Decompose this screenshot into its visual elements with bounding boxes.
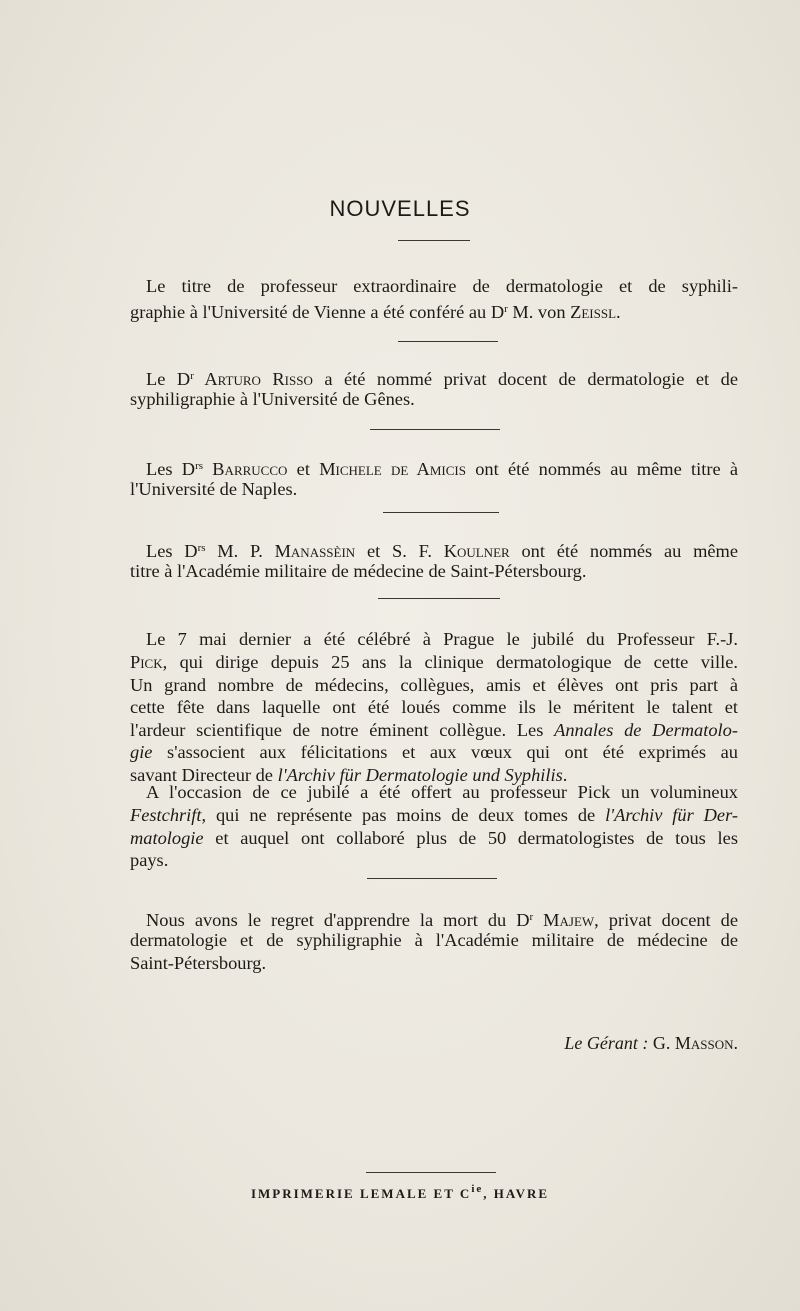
journal-title: l'Archiv für Der-: [605, 805, 738, 825]
text-line: l'ardeur scientifique de notre éminent collègue. Les Annales de Dermatolo-: [130, 719, 738, 740]
person-name: Manassèin: [274, 541, 356, 561]
text-line: Nous avons le regret d'apprendre la mort du $D^r$ Majew, privat docent de: [146, 910, 739, 930]
text-line: Saint-Pétersbourg.: [130, 952, 267, 973]
news-item-risso: [146, 365, 738, 391]
signature-name: Masson: [674, 1033, 734, 1053]
text-line: cette fête dans laquelle ont été loués comme ils le méritent le talent et: [130, 697, 738, 718]
journal-title: l'Archiv für Dermatologie und Syphilis: [277, 764, 563, 785]
news-item-petersburg: [146, 537, 738, 563]
news-item-majew-cont: [130, 929, 738, 974]
signature: Le Gérant : G. Masson.: [564, 1033, 738, 1053]
text-line: A l'occasion de ce jubilé a été offert au professeur Pick un volumineux: [146, 782, 738, 802]
news-item-naples-cont: [130, 478, 738, 501]
text-line: gie s'associent aux félicitations et aux vœux qui ont été exprimés au: [130, 742, 738, 763]
text-line: Les $D^{rs}$ M. P. Manassèin et S. F. Koulner ont été nommés au même: [146, 541, 739, 561]
section-divider: [398, 341, 498, 342]
text-line: matologie et auquel ont collaboré plus de 50 dermatologistes de tous les: [130, 827, 738, 848]
person-name: Pick: [130, 652, 163, 672]
printer-imprint: IMPRIMERIE LEMALE ET $C^{ie}$, HAVRE: [250, 1183, 550, 1201]
text-line: l'Université de Naples.: [130, 479, 298, 499]
text-line: titre à l'Académie militaire de médecine de Saint-Pétersbourg.: [130, 561, 587, 581]
news-item-pick-festschrift: [146, 781, 738, 804]
news-item-risso-cont: [130, 388, 738, 411]
signature-role: Le Gérant :: [564, 1033, 649, 1053]
page-title: NOUVELLES: [329, 196, 471, 221]
section-divider: [367, 878, 497, 879]
news-item-petersburg-cont: [130, 560, 738, 583]
section-divider: [370, 429, 500, 430]
person-name: Michele de Amicis: [319, 459, 466, 479]
text-line: dermatologie et de syphiligraphie à l'Académie militaire de médecine de: [130, 930, 738, 950]
person-name: Koulner: [443, 541, 510, 561]
title-divider: [398, 240, 470, 241]
person-name: Majew: [533, 910, 595, 930]
text-line: pays.: [130, 850, 169, 871]
text-line: Le $D^r$ Arturo Risso a été nommé privat docent de dermatologie et de: [146, 369, 739, 389]
text-line: Les $D^{rs}$ Barrucco et Michele de Amicis ont été nommés au même titre à: [146, 459, 739, 479]
journal-title: Annales de Dermatolo-: [554, 719, 738, 740]
news-item-zeissl: [146, 275, 738, 298]
person-name: Barrucco: [203, 459, 288, 479]
news-item-pick: [146, 628, 738, 651]
text-line: Pick, qui dirige depuis 25 ans la clinique dermatologique de cette ville.: [130, 652, 738, 672]
news-item-naples: [146, 455, 738, 481]
news-item-pick-festschrift-cont: [130, 804, 738, 872]
text-line: Le 7 mai dernier a été célébré à Prague le jubilé du Professeur F.-J.: [146, 629, 738, 649]
section-divider: [378, 598, 500, 599]
person-name: Arturo Risso: [193, 369, 313, 389]
text-line: syphiligraphie à l'Université de Gênes.: [130, 389, 415, 409]
text-line: Un grand nombre de médecins, collègues, amis et élèves ont pris part à: [130, 674, 738, 695]
person-name: Zeissl: [570, 302, 617, 322]
footer-divider: [366, 1172, 496, 1173]
text-line: savant Directeur de l'Archiv für Dermatologie und Syphilis.: [130, 764, 568, 785]
text-line: Festchrift, qui ne représente pas moins de deux tomes de l'Archiv für Der-: [130, 805, 738, 825]
news-item-majew: [146, 906, 738, 932]
section-divider: [383, 512, 499, 513]
text-line: Le titre de professeur extraordinaire de dermatologie et de syphili-: [146, 276, 738, 296]
news-item-zeissl-cont: [130, 298, 738, 324]
news-item-pick-body: [130, 651, 738, 787]
text-line: graphie à l'Université de Vienne a été conféré au $D^r$ M. von Zeissl.: [130, 302, 621, 322]
